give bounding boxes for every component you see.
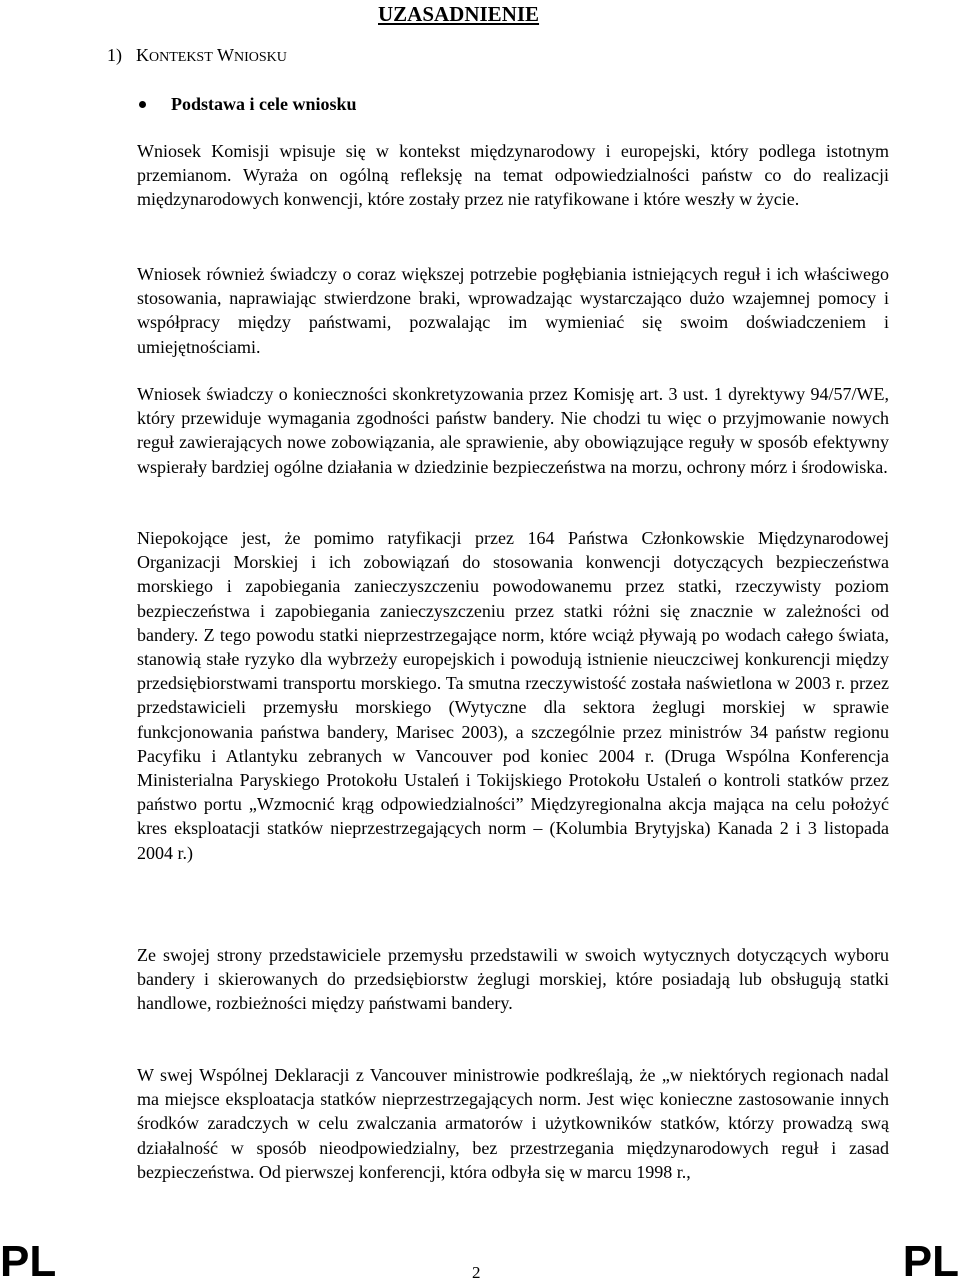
language-marker-left: PL [0, 1237, 57, 1286]
section-word-1: ONTEKST [149, 50, 213, 65]
bullet-heading-text: Podstawa i cele wniosku [171, 94, 357, 114]
paragraph-5: Ze swojej strony przedstawiciele przemysłu przedstawili w swoich wytycznych dotyczących wyboru bandery i skierowanych do przedsiębiorstw żeglugi morskiej, które posiadają lub obsługują statki handlowe, rozbieżności między państwami bandery. [137, 945, 889, 1014]
paragraph-2: Wniosek również świadczy o coraz większej potrzebie pogłębiania istniejących reguł i ich właściwego stosowania, naprawiając stwierdzone braki, wprowadzając wystarczająco dużo wzajemnej pomocy i współpracy między państwami, pozwalając im wymieniać się swoim doświadczeniem i umiejętnościami. [137, 264, 889, 357]
paragraph-4: Niepokojące jest, że pomimo ratyfikacji przez 164 Państwa Członkowskie Międzynarodowej Organizacji Morskiej i ich zobowiązań do stosowania konwencji dotyczących bezpieczeństwa morskiego i zapobiegania zanieczyszczeniu powodowanemu przez statki, rzeczywisty poziom bezpieczeństwa i zapobiegania zanieczyszczeniu przez statki różni się znacznie w zależności od bandery. Z tego powodu statki nieprzestrzegające norm, które wciąż pływają po wodach całego świata, stanowią stałe ryzyko dla wybrzeży europejskich i powodują istnienie nieuczciwej konkurencji między przedsiębiorstwami transportu morskiego. Ta smutna rzeczywistość została naświetlona w 2003 r. przez przedstawicieli przemysłu morskiego (Wytyczne dla sektora żeglugi morskiej w sprawie funkcjonowania państwa bandery, Marisec 2003), a szczególnie przez ministrów 34 państw regionu Pacyfiku i Atlantyku zebranych w Vancouver pod koniec 2004 r. (Druga Wspólna Konferencja Ministerialna Paryskiego Protokołu Ustaleń i Tokijskiego Protokołu Ustaleń o kontroli statków przez państwo portu „Wzmocnić krąg odpowiedzialności” Międzyregionalna akcja mająca na celu położyć kres eksploatacji statków nieprzestrzegających norm – (Kolumbia Brytyjska) Kanada 2 i 3 listopada 2004 r.) [137, 528, 889, 863]
section-number: 1) [107, 45, 122, 65]
section-initial-1: K [136, 45, 149, 65]
section-word-2: NIOSKU [233, 50, 287, 65]
section-heading [107, 45, 287, 67]
paragraph-3: Wniosek świadczy o konieczności skonkretyzowania przez Komisję art. 3 ust. 1 dyrektywy 94/57/WE, który przewiduje wymagania zgodności państw bandery. Nie chodzi tu więc o przyjmowanie nowych reguł zawierających nowe zobowiązania, ale sprawienie, aby obowiązujące reguły w sposób efektywny wspierały bardziej ogólne działania w dziedzinie bezpieczeństwa na morzu, ochrony mórz i środowiska. [137, 384, 889, 477]
bullet-icon [139, 101, 146, 108]
paragraph-1: Wniosek Komisji wpisuje się w kontekst międzynarodowy i europejski, który podlega istotnym przemianom. Wyraża on ogólną refleksję na temat odpowiedzialności państw co do realizacji międzynarodowych konwencji, które zostały przez nie ratyfikowane i które weszły w życie. [137, 141, 889, 210]
document-title: UZASADNIENIE [378, 2, 540, 26]
paragraph-6: W swej Wspólnej Deklaracji z Vancouver ministrowie podkreślają, że „w niektórych regionach nadal ma miejsce eksploatacja statków nieprzestrzegających norm. Jest więc konieczne zastosowanie innych środków zaradczych w celu zwalczania armatorów i użytkowników statków, którzy prowadzą swą działalność w sposób nieodpowiedzialny, bez przestrzegania międzynarodowych reguł i zasad bezpieczeństwa. Od pierwszej konferencji, która odbyła się w marcu 1998 r., [137, 1065, 889, 1182]
page-number: 2 [472, 1263, 481, 1282]
bullet-heading [138, 94, 357, 116]
section-initial-2: W [216, 45, 234, 65]
language-marker-right: PL [902, 1237, 959, 1286]
